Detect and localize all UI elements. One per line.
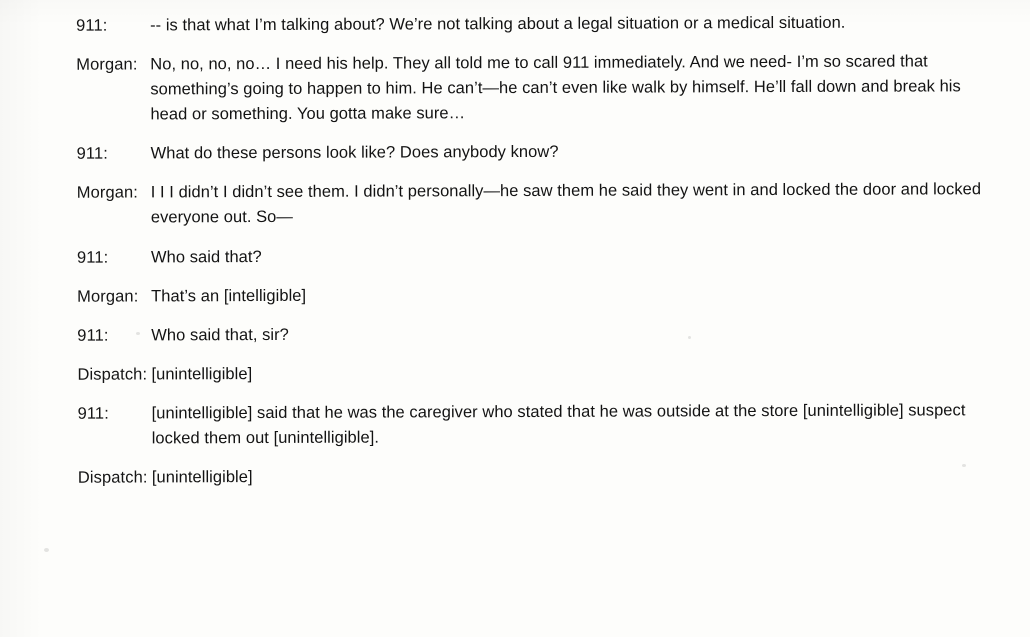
speaker-label: Morgan: xyxy=(76,55,138,74)
transcript-line xyxy=(0,49,1030,128)
speaker-label: Morgan: xyxy=(77,287,139,306)
speaker-text: [unintelligible] xyxy=(151,364,253,384)
transcript-line xyxy=(2,462,1030,491)
transcript-line xyxy=(1,359,1030,388)
transcript-line xyxy=(1,242,1030,271)
speaker-text: I I I didn’t I didn’t see them. I didn’t personally—he saw them he said they went in and locked the door and locked everyone out. So— xyxy=(150,180,982,227)
speaker-text: That’s an [intelligible] xyxy=(151,286,307,306)
transcript-line xyxy=(0,10,1030,39)
speaker-text: What do these persons look like? Does anybody know? xyxy=(150,143,559,163)
speaker-text: -- is that what I’m talking about? We’re not talking about a legal situation or a medical situation. xyxy=(150,13,846,35)
speaker-text: No, no, no, no… I need his help. They all told me to call 911 immediately. And we need- I’m so scared that something’s going to happen to him. He can’t—he can’t even like walk by himself. He’ll fall down and break his head or something. You gotta make sure… xyxy=(150,52,961,124)
transcript-line xyxy=(1,320,1030,349)
speaker-text: [unintelligible] xyxy=(151,468,253,487)
speaker-label: Dispatch: xyxy=(77,365,148,384)
transcript-line xyxy=(1,281,1030,310)
speaker-label: 911: xyxy=(77,404,109,423)
transcript-line xyxy=(1,138,1030,167)
scan-speck xyxy=(44,548,49,552)
speaker-text: [unintelligible] said that he was the caregiver who stated that he was outside at the store [unintelligible] suspect locked them out [unintelligible]. xyxy=(151,401,966,448)
speaker-label: Dispatch: xyxy=(77,468,148,487)
speaker-label: Morgan: xyxy=(76,183,139,203)
speaker-label: 911: xyxy=(76,16,108,35)
scan-speck xyxy=(136,332,140,335)
transcript-line xyxy=(1,177,1030,231)
speaker-text: Who said that? xyxy=(150,247,262,266)
scan-speck xyxy=(962,464,966,467)
speaker-label: 911: xyxy=(77,326,109,345)
speaker-text: Who said that, sir? xyxy=(151,325,289,345)
scan-speck xyxy=(688,336,691,339)
speaker-label: 911: xyxy=(76,248,109,267)
transcript-line xyxy=(2,398,1030,452)
speaker-label: 911: xyxy=(76,144,108,164)
